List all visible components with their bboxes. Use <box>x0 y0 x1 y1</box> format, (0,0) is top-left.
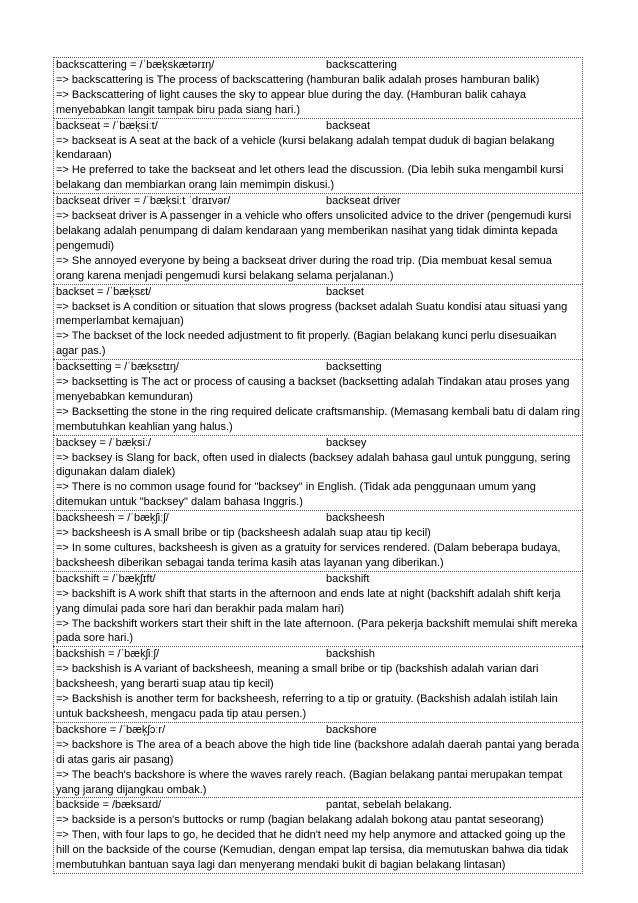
headword-translation: backsheesh <box>326 512 385 525</box>
entry-header <box>56 436 581 451</box>
entry-header <box>56 194 581 209</box>
entry-header <box>56 119 581 134</box>
entry-header <box>56 511 581 526</box>
example-line: => The backset of the lock needed adjustment to fit properly. (Bagian belakang kunci perlu disesuaikan agar pas.) <box>56 330 557 358</box>
headword-translation: backset <box>326 285 364 298</box>
headword-translation: backshore <box>326 723 377 736</box>
entry-backshish <box>53 646 583 722</box>
entry-header <box>56 572 581 587</box>
example-line: => In some cultures, backsheesh is given as a gratuity for services rendered. (Dalam beberapa budaya, backsheesh diberikan sebagai tanda terima kasih atas layanan yang diberikan.) <box>56 542 561 569</box>
headword-translation: backshift <box>326 572 370 585</box>
entry-backshore <box>53 722 583 798</box>
headword-pronunciation: backsetting = /ˈbæk̩sɛtɪŋ/ <box>56 361 179 374</box>
example-line: => He preferred to take the backseat and let others lead the discussion. (Dia lebih suka mengambil kursi belakang dan membiarkan orang lain memimpin diskusi.) <box>56 164 564 192</box>
entry-backsetting <box>53 359 583 435</box>
entry-backsheesh <box>53 510 583 571</box>
definition-line: => backscattering is The process of backscattering (hamburan balik adalah proses hamburan balik) <box>56 73 540 86</box>
headword-pronunciation: backshift = /ˈbæk̩ʃɪft/ <box>56 572 156 585</box>
headword-pronunciation: backscattering = /ˈbæk̩skætərɪŋ/ <box>56 59 215 71</box>
example-line: => Backscattering of light causes the sky to appear blue during the day. (Hamburan balik cahaya menyebabkan langit tampak biru pada siang hari.) <box>56 88 527 116</box>
definition-line: => backsetting is The act or process of causing a backset (backsetting adalah Tindakan atau proses yang menyebabkan kemunduran) <box>56 376 570 403</box>
example-line: => Backsetting the stone in the ring required delicate craftsmanship. (Memasang kembali batu di dalam ring membutuhkan keahlian yang halus.) <box>56 405 581 433</box>
headword-pronunciation: backset = /ˈbæk̩sɛt/ <box>56 285 152 298</box>
example-line: => Backshish is another term for backsheesh, referring to a tip or gratuity. (Backshish adalah istilah lain untuk backsheesh, mengacu pada tip atau persen.) <box>56 693 558 720</box>
headword-pronunciation: backsey = /ˈbæk̩siː/ <box>56 436 152 449</box>
headword-translation: backseat <box>326 119 371 132</box>
definition-line: => backseat is A seat at the back of a vehicle (kursi belakang adalah tempat duduk di bagian belakang kendaraan) <box>56 134 555 162</box>
dictionary-page <box>53 57 583 874</box>
entry-backsey <box>53 435 583 511</box>
definition-line: => backset is A condition or situation that slows progress (backset adalah Suatu kondisi atau situasi yang memperlambat kemajuan) <box>56 300 568 328</box>
headword-translation: pantat, sebelah belakang. <box>326 799 452 812</box>
headword-translation: backscattering <box>326 59 397 71</box>
entry-backseat <box>53 118 583 194</box>
example-line: => Then, with four laps to go, he decided that he didn't need my help anymore and attacked going up the hill on the backside of the course (Kemudian, dengan empat lap tersisa, dia memutuskan bahwa dia tidak membutuhkan bantuan saya lagi dan menyerang mendaki bukit di bagian belakang lintasan) <box>56 829 569 872</box>
headword-translation: backsey <box>326 436 367 449</box>
headword-pronunciation: backsheesh = /ˈbæk̩ʃiːʃ/ <box>56 512 169 525</box>
headword-pronunciation: backshore = /ˈbæk̩ʃɔːr/ <box>56 723 166 736</box>
example-line: => There is no common usage found for "backsey" in English. (Tidak ada penggunaan umum yang ditemukan untuk "backsey" dalam bahasa Inggris.) <box>56 481 536 509</box>
definition-line: => backseat driver is A passenger in a vehicle who offers unsolicited advice to the driver (pengemudi kursi belakang adalah penumpang di dalam kendaraan yang memberikan nasihat yang tidak diminta kepada pengemudi) <box>56 210 572 252</box>
headword-pronunciation: backseat driver = /ˈbæk̩siːt ˈdraɪvər/ <box>56 195 231 208</box>
example-line: => The beach's backshore is where the waves rarely reach. (Bagian belakang pantai merupakan tempat yang jarang dijangkau ombak.) <box>56 768 563 796</box>
definition-line: => backshift is A work shift that starts in the afternoon and ends late at night (backshift adalah shift kerja yang dimulai pada sore hari dan berakhir pada malam hari) <box>56 587 561 615</box>
definition-line: => backshore is The area of a beach above the high tide line (backshore adalah daerah pantai yang berada di atas garis air pasang) <box>56 738 580 766</box>
entry-header <box>56 798 581 813</box>
entry-header <box>56 58 581 73</box>
entry-header <box>56 360 581 375</box>
entry-backseat-driver <box>53 193 583 283</box>
headword-translation: backsetting <box>326 361 382 374</box>
entry-header <box>56 647 581 662</box>
headword-pronunciation: backshish = /ˈbæk̩ʃiːʃ/ <box>56 648 160 661</box>
entry-header <box>56 285 581 300</box>
entry-backside <box>53 797 583 874</box>
headword-pronunciation: backside = /bæksaɪd/ <box>56 799 162 812</box>
definition-line: => backsey is Slang for back, often used in dialects (backsey adalah bahasa gaul untuk punggung, sering digunakan dalam dialek) <box>56 451 571 479</box>
entry-backset <box>53 284 583 360</box>
definition-line: => backside is a person's buttocks or rump (bagian belakang adalah bokong atau pantat seseorang) <box>56 814 544 827</box>
entry-header <box>56 723 581 738</box>
example-line: => The backshift workers start their shift in the late afternoon. (Para pekerja backshift memulai shift mereka pada sore hari.) <box>56 617 578 645</box>
headword-pronunciation: backseat = /ˈbæk̩siːt/ <box>56 119 158 132</box>
definition-line: => backshish is A variant of backsheesh, meaning a small bribe or tip (backshish adalah varian dari backsheesh, yang berarti suap atau tip kecil) <box>56 663 539 691</box>
definition-line: => backsheesh is A small bribe or tip (backsheesh adalah suap atau tip kecil) <box>56 527 431 540</box>
entry-backshift <box>53 571 583 647</box>
headword-translation: backshish <box>326 648 375 661</box>
headword-translation: backseat driver <box>326 195 401 208</box>
entry-backscattering <box>53 57 583 118</box>
example-line: => She annoyed everyone by being a backseat driver during the road trip. (Dia membuat kesal semua orang karena menjadi pengemudi kursi belakang selama perjalanan.) <box>56 254 552 282</box>
